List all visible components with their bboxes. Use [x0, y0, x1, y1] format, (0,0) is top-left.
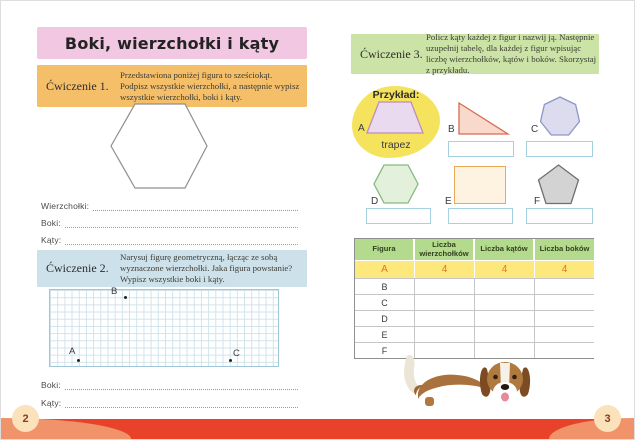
figures-table	[354, 238, 594, 359]
shape-letter-b: B	[448, 124, 455, 135]
dotted-line	[65, 380, 298, 390]
answer-line-boki2	[41, 378, 298, 390]
table-header-wierzcholki: Liczba wierzchołków	[415, 239, 475, 260]
exercise2-instruction: Narysuj figurę geometryczną, łącząc ze sobą wyznaczone wierzchołki. Jaka figura powstanie? Wypisz wszystkie boki i kąty.	[120, 252, 293, 284]
example-heading: Przykład:	[372, 89, 420, 101]
answer-line-boki	[41, 216, 298, 228]
boki-label: Boki:	[41, 218, 61, 228]
cell-f-figura: F	[355, 342, 415, 358]
cell-d-katy	[475, 310, 535, 326]
dotted-line	[93, 201, 298, 211]
exercise2-label: Ćwiczenie 2.	[46, 261, 109, 275]
cell-a-katy: 4	[475, 260, 535, 278]
answer-line-wierzcholki	[41, 199, 298, 211]
table-header-katy: Liczba kątów	[475, 239, 535, 260]
answer-box-c	[526, 141, 593, 157]
shape-letter-c: C	[531, 124, 539, 135]
cell-a-boki: 4	[535, 260, 594, 278]
cell-e-katy	[475, 326, 535, 342]
cell-d-wierzcholki	[415, 310, 475, 326]
cell-f-boki	[535, 342, 594, 358]
answer-line-katy	[41, 233, 298, 245]
shape-letter-d: D	[371, 196, 379, 207]
shape-letter-f: F	[534, 196, 541, 207]
cell-b-figura: B	[355, 278, 415, 294]
grid-point-b-dot	[124, 296, 127, 299]
grid-point-c-label: C	[233, 348, 240, 359]
heptagon-figure	[539, 96, 581, 137]
cell-e-boki	[535, 326, 594, 342]
exercise3-box	[351, 34, 599, 74]
triangle-figure	[457, 101, 511, 136]
page-number-right: 3	[594, 405, 621, 432]
dog-photo	[399, 353, 539, 419]
table-row-e	[355, 326, 593, 342]
cell-c-katy	[475, 294, 535, 310]
cell-b-wierzcholki	[415, 278, 475, 294]
rectangle-figure	[454, 166, 506, 204]
grid-point-b-label: B	[111, 286, 118, 297]
cell-c-boki	[535, 294, 594, 310]
pentagon-figure	[537, 163, 580, 205]
table-header-row	[355, 239, 593, 260]
table-row-a	[355, 260, 593, 278]
page-number-left: 2	[12, 405, 39, 432]
exercise2-box	[37, 250, 307, 287]
answer-box-e	[448, 208, 513, 224]
table-header-boki: Liczba boków	[535, 239, 594, 260]
answer-box-d	[366, 208, 431, 224]
grid-point-a-dot	[77, 359, 80, 362]
grid-point-c-dot	[229, 359, 232, 362]
cell-d-boki	[535, 310, 594, 326]
cell-b-katy	[475, 278, 535, 294]
hexagon-figure	[109, 102, 209, 190]
table-row-b	[355, 278, 593, 294]
example-shape-name: trapez	[381, 139, 411, 151]
shape-letter-a: A	[358, 123, 365, 134]
exercise1-instruction: Przedstawiona poniżej figura to sześciokąt. Podpisz wszystkie wierzchołki, a następnie wypisz wszystkie wierzchołki, boki i kąty.	[120, 69, 300, 102]
table-row-c	[355, 294, 593, 310]
dotted-line	[65, 235, 298, 245]
exercise1-box	[37, 65, 307, 107]
cell-a-figura: A	[355, 260, 415, 278]
dotted-line	[65, 218, 298, 228]
cell-e-wierzcholki	[415, 326, 475, 342]
page-title: Boki, wierzchołki i kąty	[37, 27, 307, 59]
dotted-line	[65, 398, 298, 408]
answer-line-katy2	[41, 396, 298, 408]
cell-c-figura: C	[355, 294, 415, 310]
katy2-label: Kąty:	[41, 398, 62, 408]
katy-label: Kąty:	[41, 235, 62, 245]
hexagon-d-figure	[372, 163, 420, 205]
boki2-label: Boki:	[41, 380, 61, 390]
answer-box-b	[448, 141, 514, 157]
exercise3-label: Ćwiczenie 3.	[360, 46, 423, 61]
table-header-figura: Figura	[355, 239, 415, 260]
example-blob	[352, 86, 440, 158]
shape-letter-e: E	[445, 196, 452, 207]
wierzcholki-label: Wierzchołki:	[41, 201, 90, 211]
cell-d-figura: D	[355, 310, 415, 326]
cell-c-wierzcholki	[415, 294, 475, 310]
exercise1-label: Ćwiczenie 1.	[46, 78, 109, 93]
grid-point-a-label: A	[69, 346, 76, 357]
table-row-d	[355, 310, 593, 326]
cell-b-boki	[535, 278, 594, 294]
answer-box-f	[526, 208, 593, 224]
exercise3-instruction: Policz kąty każdej z figur i nazwij ją. Następnie uzupełnij tabelę, dla każdej z figur wpisując liczbę wierzchołków, kątów i boków. Skorzystaj z przykładu.	[426, 32, 597, 75]
drawing-grid	[49, 289, 279, 367]
trapezoid-figure	[360, 100, 432, 136]
cell-e-figura: E	[355, 326, 415, 342]
cell-a-wierzcholki: 4	[415, 260, 475, 278]
